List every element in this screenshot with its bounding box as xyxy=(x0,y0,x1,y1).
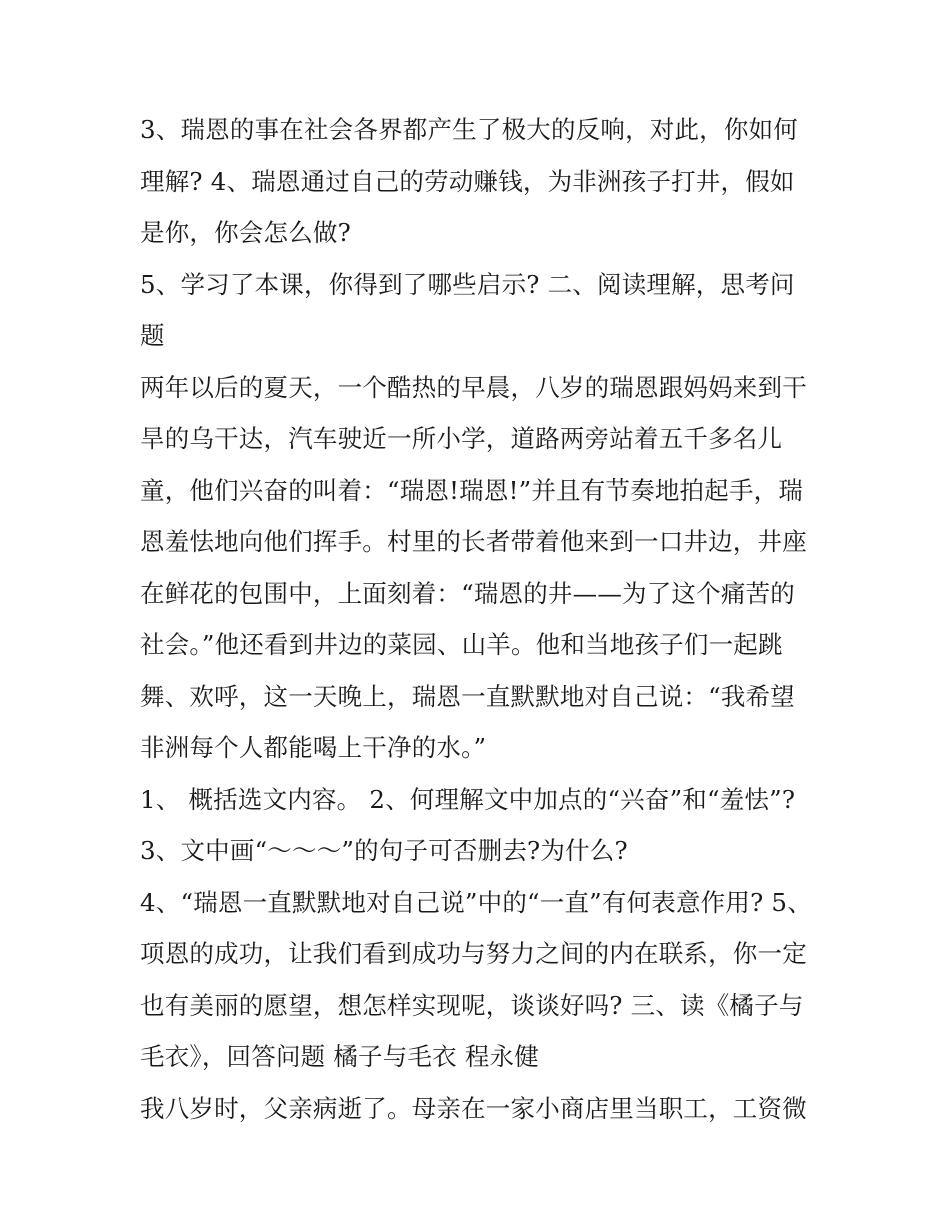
text-line: 理解? 4、瑞恩通过自己的劳动赚钱，为非洲孩子打井，假如 xyxy=(140,166,795,196)
text-line: 我八岁时，父亲病逝了。母亲在一家小商店里当职工，工资微 xyxy=(140,1093,807,1123)
text-line: 3、瑞恩的事在社会各界都产生了极大的反响，对此，你如何 xyxy=(140,115,798,144)
document-body xyxy=(140,104,830,1134)
text-line: 舞、欢呼，这一天晚上，瑞恩一直默默地对自己说：“我希望 xyxy=(140,681,795,711)
text-line: 社会。”他还看到井边的菜园、山羊。他和当地孩子们一起跳 xyxy=(140,630,783,659)
text-line: 4、“瑞恩一直默默地对自己说”中的“一直”有何表意作用? 5、 xyxy=(140,887,812,917)
text-line: 也有美丽的愿望，想怎样实现呢，谈谈好吗? 三、读《橘子与 xyxy=(140,990,804,1020)
text-line: 题 xyxy=(140,321,165,350)
text-line: 1、 概括选文内容。 2、何理解文中加点的“兴奋”和“羞怯”? xyxy=(140,784,796,814)
text-line: 两年以后的夏天，一个酷热的早晨，八岁的瑞恩跟妈妈来到干 xyxy=(140,372,807,402)
text-line: 恩羞怯地向他们挥手。村里的长者带着他来到一口井边，井座 xyxy=(140,527,807,556)
text-line: 童，他们兴奋的叫着：“瑞恩!瑞恩!”并且有节奏地拍起手，瑞 xyxy=(140,475,804,505)
text-line: 3、文中画“～～～”的句子可否删去?为什么? xyxy=(140,836,628,865)
text-line: 旱的乌干达，汽车驶近一所小学，道路两旁站着五千多名儿 xyxy=(140,424,783,453)
text-line: 5、学习了本课，你得到了哪些启示? 二、阅读理解，思考问 xyxy=(140,269,795,299)
text-line: 非洲每个人都能喝上干净的水。” xyxy=(140,733,487,762)
text-line: 项恩的成功，让我们看到成功与努力之间的内在联系，你一定 xyxy=(140,939,807,968)
text-line: 在鲜花的包围中，上面刻着：“瑞恩的井——为了这个痛苦的 xyxy=(140,578,795,608)
text-line: 毛衣》，回答问题 橘子与毛衣 程永健 xyxy=(140,1042,539,1071)
text-line: 是你，你会怎么做? xyxy=(140,218,351,247)
